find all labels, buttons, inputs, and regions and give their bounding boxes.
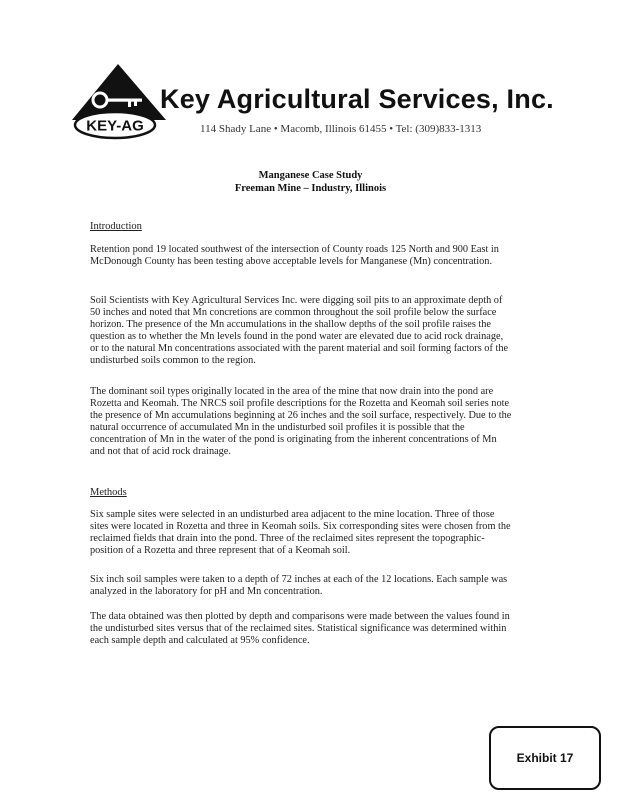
key-ag-logo <box>70 62 170 148</box>
document-title: Manganese Case Study <box>258 170 363 181</box>
methods-heading: Methods <box>90 487 127 498</box>
exhibit-label: Exhibit 17 <box>489 726 601 790</box>
intro-paragraph-2: Soil Scientists with Key Agricultural Services Inc. were digging soil pits to an approximate depth of 50 inches and noted that Mn concretions are common throughout the soil profile below the surface horizon. The presence of the Mn accumulations in the shallow depths of the soil profile raises the question as to whether the Mn levels found in the pond water are elevated due to acid rock drainage, or to the natural Mn concentrations associated with the parent material and soil forming factors of the undisturbed soils common to the region. <box>90 295 509 366</box>
intro-paragraph-3: The dominant soil types originally located in the area of the mine that now drain into the pond are Rozetta and Keomah. The NRCS soil profile descriptions for the Rozetta and Keomah soil series note the presence of Mn accumulations beginning at 26 inches and the soil surface, respectively. Due to the natural occurrence of accumulated Mn in the undisturbed soil profiles it is possible that the concentration of Mn in the water of the pond is originating from the inherent concentrations of Mn and not that of acid rock drainage. <box>90 386 512 457</box>
document-subtitle: Freeman Mine – Industry, Illinois <box>234 183 387 194</box>
logo-text: KEY-AG <box>86 117 144 135</box>
methods-paragraph-3: The data obtained was then plotted by depth and comparisons were made between the values found in the undisturbed sites versus that of the reclaimed sites. Statistical significance was determined within each sample depth and calculated at 95% confidence. <box>90 611 510 646</box>
methods-paragraph-2: Six inch soil samples were taken to a depth of 72 inches at each of the 12 locations. Each sample was analyzed in the laboratory for pH and Mn concentration. <box>90 574 508 597</box>
company-address: 114 Shady Lane • Macomb, Illinois 61455 • Tel: (309)833-1313 <box>200 123 482 135</box>
methods-paragraph-1: Six sample sites were selected in an undisturbed area adjacent to the mine location. Three of those sites were located in Rozetta and three in Keomah soils. Six corresponding sites were chosen from the reclaimed fields that drain into the pond. Three of the reclaimed sites represent the topographic-position of a Rozetta and three represent that of a Keomah soil. <box>90 509 511 556</box>
intro-paragraph-1: Retention pond 19 located southwest of the intersection of County roads 125 North and 900 East in McDonough County has been testing above acceptable levels for Manganese (Mn) concentration. <box>90 244 499 267</box>
company-name: Key Agricultural Services, Inc. <box>160 84 554 114</box>
introduction-heading: Introduction <box>90 221 142 232</box>
